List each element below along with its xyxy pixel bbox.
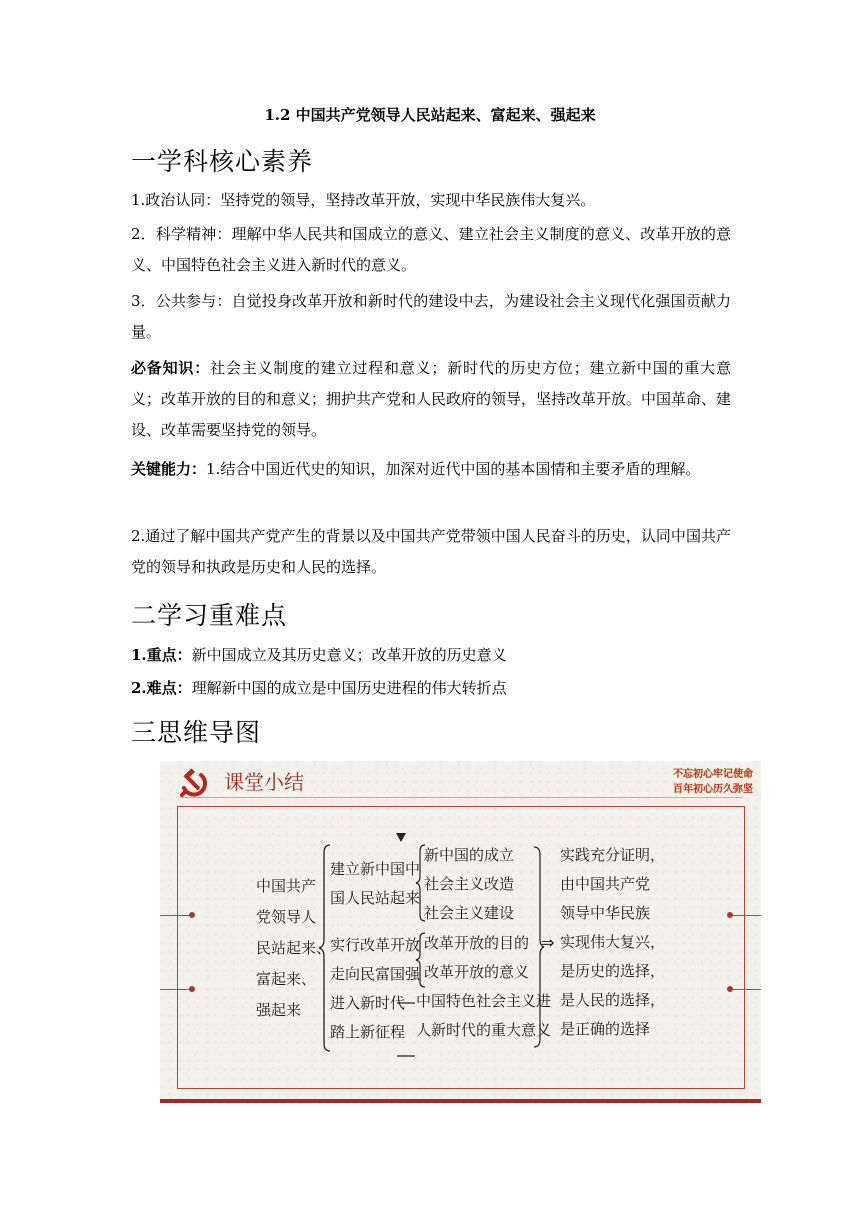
leaf-socialist-transformation: 社会主义改造	[424, 875, 515, 893]
branch-founding	[330, 855, 420, 913]
root-line-5: 强起来	[256, 1001, 302, 1019]
paragraph-key-point	[131, 640, 731, 671]
paragraph-key-ability	[131, 454, 731, 485]
conclusion-line-1: 实践充分证明，	[560, 846, 666, 864]
conclusion-line-7: 是正确的选择	[560, 1020, 651, 1038]
conclusion-line-5: 是历史的选择，	[560, 962, 666, 980]
leaves-new-era	[416, 987, 551, 1045]
slogan-line-1: 不忘初心牢记使命	[673, 769, 753, 780]
root-line-2: 党领导人	[256, 908, 317, 926]
text-difficult-point: 理解新中国的成立是中国历史进程的伟大转折点	[191, 679, 507, 697]
branch-new-era	[330, 989, 405, 1047]
paragraph-scientific-spirit: 2．科学精神：理解中华人民共和国成立的意义、建立社会主义制度的意义、改革开放的意义、中国特色社会主义进入新时代的意义。	[131, 225, 731, 274]
branch-founding-line-2: 国人民站起来	[330, 889, 421, 907]
branch-reform-line-1: 实行改革开放	[330, 936, 421, 954]
slide-heading: 课堂小结	[224, 770, 304, 794]
slogan-line-2: 百年初心历久弥坚	[673, 784, 753, 795]
frame-connector-right-bottom	[730, 989, 761, 990]
mind-map-slide	[160, 761, 761, 1103]
paragraph-public-participation: 3．公共参与：自觉投身改革开放和新时代的建设中去，为建设社会主义现代化强国贡献力量。	[131, 292, 731, 341]
leaf-new-era-line-1: 中国特色社会主义进	[416, 992, 552, 1010]
branch-new-era-line-2: 踏上新征程	[330, 1023, 406, 1041]
conclusion-arrow-icon: ⇒	[541, 933, 555, 952]
frame-node-right-bottom	[727, 986, 733, 992]
paragraph-key-ability-2: 2.通过了解中国共产党产生的背景以及中国共产党带领中国人民奋斗的历史，认同中国共产党的领导和执政是历史和人民的选择。	[131, 527, 731, 576]
section-heading-mind-map: 三思维导图	[131, 718, 262, 747]
label-difficult-point: 2.难点：	[131, 679, 192, 697]
branch-founding-line-1: 建立新中国中	[330, 860, 421, 878]
document-title: 1.2 中国共产党领导人民站起来、富起来、强起来	[264, 106, 596, 124]
root-line-4: 富起来、	[256, 970, 317, 988]
leaf-founding: 新中国的成立	[424, 846, 515, 864]
conclusion-line-3: 领导中华民族	[560, 904, 651, 922]
leaves-founding	[424, 841, 514, 928]
leaves-reform	[424, 929, 529, 987]
text-key-ability: 1.结合中国近代史的知识，加深对近代中国的基本国情和主要矛盾的理解。	[206, 460, 701, 478]
hammer-sickle-icon	[176, 766, 210, 800]
conclusion-line-4: 实现伟大复兴，	[560, 933, 666, 951]
paragraph-political-identity: 1.政治认同：坚持党的领导，坚持改革开放，实现中华民族伟大复兴。	[131, 191, 596, 209]
label-essential-knowledge: 必备知识：	[131, 359, 211, 377]
root-line-1: 中国共产	[256, 877, 317, 895]
text-essential-knowledge: 社会主义制度的建立过程和意义；新时代的历史方位；建立新中国的重大意义；改革开放的目的和意义；拥护共产党和人民政府的领导，坚持改革开放。中国革命、建设、改革需要坚持党的领导。	[131, 359, 732, 439]
leaf-reform-significance: 改革开放的意义	[424, 963, 530, 981]
leaf-new-era-line-2: 人新时代的重大意义	[416, 1021, 552, 1039]
branch-new-era-line-1: 进入新时代	[330, 994, 406, 1012]
conclusion-line-2: 由中国共产党	[560, 875, 651, 893]
frame-connector-right-top	[730, 915, 761, 916]
paragraph-essential-knowledge	[131, 353, 731, 446]
section-heading-key-difficult-points: 二学习重难点	[131, 601, 288, 630]
connector-branch-new-era	[397, 1001, 417, 1063]
header-divider	[180, 797, 742, 798]
label-key-ability: 关键能力：	[131, 460, 207, 478]
conclusion-node	[560, 841, 665, 1044]
text-key-point: 新中国成立及其历史意义；改革开放的历史意义	[191, 646, 507, 664]
branch-reform	[330, 931, 420, 989]
frame-node-right-top	[727, 912, 733, 918]
pointer-triangle-icon	[396, 833, 406, 843]
label-key-point: 1.重点：	[131, 646, 192, 664]
frame-connector-left-top	[160, 915, 192, 916]
section-heading-core-literacy: 一学科核心素养	[131, 147, 314, 176]
conclusion-line-6: 是人民的选择，	[560, 991, 666, 1009]
leaf-reform-purpose: 改革开放的目的	[424, 934, 530, 952]
frame-node-left-bottom	[189, 986, 195, 992]
leaf-socialist-construction: 社会主义建设	[424, 904, 515, 922]
branch-reform-line-2: 走向民富国强	[330, 965, 421, 983]
paragraph-difficult-point	[131, 673, 731, 704]
frame-node-left-top	[189, 912, 195, 918]
frame-connector-left-bottom	[160, 989, 192, 990]
root-line-3: 民站起来、	[256, 939, 332, 957]
slogan-logo	[645, 767, 753, 797]
